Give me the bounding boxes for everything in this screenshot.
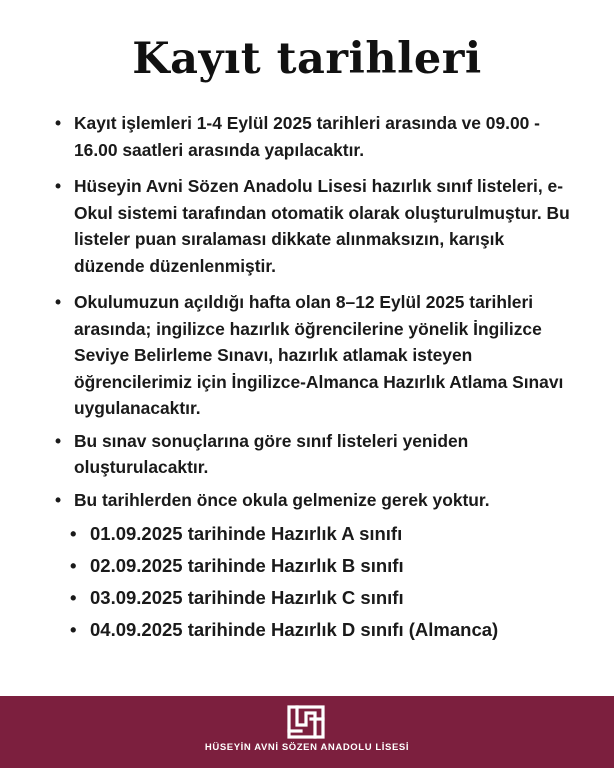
note-text: Bu sınav sonuçlarına göre sınıf listeleri yeniden oluşturulacaktır. bbox=[74, 430, 469, 477]
list-item bbox=[52, 289, 572, 422]
list-item bbox=[52, 428, 572, 481]
list-item bbox=[52, 110, 572, 163]
page-title: Kayıt tarihleri bbox=[132, 34, 482, 84]
schedule-item bbox=[66, 518, 606, 550]
bullet-icon: • bbox=[70, 619, 77, 640]
bullet-icon: • bbox=[70, 587, 77, 608]
list-item bbox=[52, 173, 572, 279]
schedule-item bbox=[66, 550, 606, 582]
schedule-text: 03.09.2025 tarihinde Hazırlık C sınıfı bbox=[90, 587, 404, 608]
footer-banner bbox=[0, 696, 614, 768]
bullet-icon: • bbox=[55, 430, 62, 451]
list-item bbox=[52, 487, 572, 514]
note-text: Hüseyin Avni Sözen Anadolu Lisesi hazırlık sınıf listeleri, e-Okul sistemi tarafından otomatik olarak oluşturulmuştur. Bu listeler puan sıralaması dikkate alınmaksızın, karışık düzende düzenlenmiştir. bbox=[74, 176, 570, 276]
bullet-icon: • bbox=[55, 489, 62, 510]
schedule-list bbox=[66, 518, 606, 646]
schedule-text: 01.09.2025 tarihinde Hazırlık A sınıfı bbox=[90, 523, 403, 544]
schedule-text: 02.09.2025 tarihinde Hazırlık B sınıfı bbox=[90, 555, 404, 576]
schedule-item bbox=[66, 582, 606, 614]
bullet-icon: • bbox=[55, 176, 62, 196]
bullet-icon: • bbox=[70, 523, 77, 544]
bullet-icon: • bbox=[55, 292, 62, 312]
schedule-item bbox=[66, 614, 606, 646]
notes-list bbox=[52, 110, 572, 523]
school-logo-icon bbox=[287, 705, 325, 739]
school-name: HÜSEYİN AVNİ SÖZEN ANADOLU LİSESİ bbox=[204, 742, 410, 753]
note-text: Kayıt işlemleri 1-4 Eylül 2025 tarihleri arasında ve 09.00 - 16.00 saatleri arasında yapılacaktır. bbox=[74, 113, 540, 160]
schedule-text: 04.09.2025 tarihinde Hazırlık D sınıfı (Almanca) bbox=[90, 619, 499, 640]
bullet-icon: • bbox=[70, 555, 77, 576]
bullet-icon: • bbox=[55, 113, 62, 133]
note-text: Okulumuzun açıldığı hafta olan 8–12 Eylül 2025 tarihleri arasında; ingilizce hazırlık öğrencilerine yönelik İngilizce Seviye Belirleme Sınavı, hazırlık atlamak isteyen öğrencilerimiz için İngilizce-Almanca Hazırlık Atlama Sınavı uygulanacaktır. bbox=[74, 292, 564, 418]
note-text: Bu tarihlerden önce okula gelmenize gerek yoktur. bbox=[74, 489, 490, 510]
